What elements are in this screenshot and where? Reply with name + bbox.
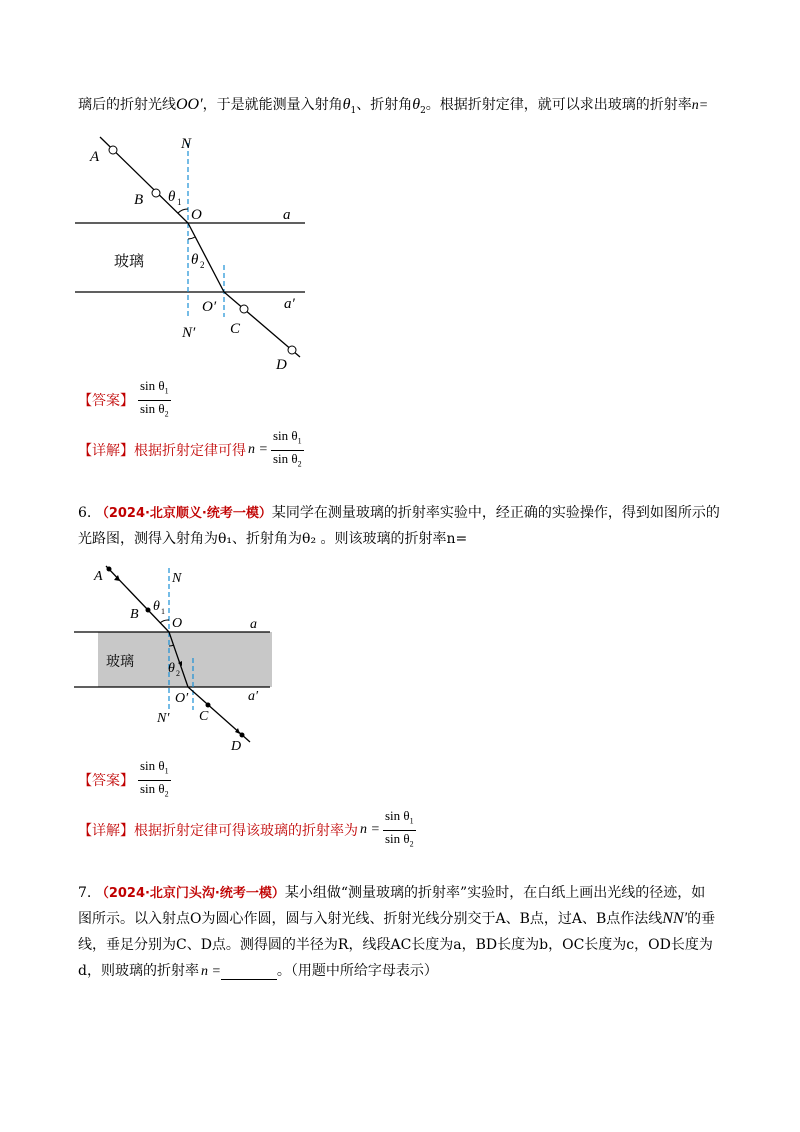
pin-a xyxy=(109,146,117,154)
label-n-prime: N′ xyxy=(157,711,170,726)
refraction-diagram-1 xyxy=(70,125,330,375)
label-c: C xyxy=(199,709,209,724)
oo-prime: OO′ xyxy=(176,96,203,113)
intro-text-a: 璃后的折射光线 xyxy=(78,97,176,113)
label-n: N xyxy=(172,571,182,586)
label-n-prime: N′ xyxy=(182,325,196,341)
detail-2 xyxy=(78,808,416,852)
answer-fraction xyxy=(138,378,171,422)
question-text: 的垂 xyxy=(687,911,716,927)
question-number: 6. xyxy=(78,505,92,521)
q7-n-eq: n = xyxy=(200,964,221,979)
label-theta2: θ xyxy=(191,252,199,268)
detail-n-eq: n = xyxy=(248,442,268,457)
label-theta2-sub: 2 xyxy=(176,669,180,678)
frac-den-sub: 2 xyxy=(164,789,169,799)
answer-tag: 【答案】 xyxy=(78,773,134,789)
label-theta1-sub: 1 xyxy=(177,197,182,207)
label-a: A xyxy=(94,569,103,584)
intro-text-b: ，于是就能测量入射角 xyxy=(202,97,343,113)
detail-tag: 【详解】 xyxy=(78,443,134,459)
label-o-prime: O′ xyxy=(202,299,217,315)
label-glass: 玻璃 xyxy=(106,655,134,670)
label-n: N xyxy=(181,136,192,152)
frac-den-sub: 2 xyxy=(164,409,169,419)
question-6-line-2 xyxy=(78,526,467,552)
theta1-symbol: θ xyxy=(342,96,351,113)
light-path xyxy=(100,137,300,357)
question-text: 某同学在测量玻璃的折射率实验中，经正确的实验操作，得到如图所示的 xyxy=(271,505,720,521)
frac-num-sub: 1 xyxy=(164,766,169,776)
label-o: O xyxy=(191,207,202,223)
intro-line xyxy=(78,92,708,124)
pin-b xyxy=(146,608,151,613)
question-7-line-2 xyxy=(78,906,715,932)
pin-d xyxy=(288,346,296,354)
detail-1 xyxy=(78,428,304,472)
detail-n-eq: n = xyxy=(360,822,380,837)
question-text: 光路图，测得入射角为θ₁、折射角为θ₂ 。则该玻璃的折射率n= xyxy=(78,531,468,547)
frac-num: sin θ xyxy=(140,757,165,773)
question-6-line-1 xyxy=(78,500,720,527)
label-theta1: θ xyxy=(168,189,176,205)
question-source: （2024·北京门头沟·统考一模） xyxy=(95,886,285,901)
question-7-line-4 xyxy=(78,958,438,985)
label-theta1-sub: 1 xyxy=(161,607,165,616)
question-7-line-3 xyxy=(78,932,713,958)
detail-fraction xyxy=(383,808,416,852)
label-b: B xyxy=(134,192,144,208)
frac-den: sin θ xyxy=(384,830,410,846)
nn-prime: NN′ xyxy=(662,910,688,927)
label-theta2: θ xyxy=(168,661,175,676)
pin-d xyxy=(240,733,245,738)
detail-tag: 【详解】 xyxy=(78,823,134,839)
label-glass: 玻璃 xyxy=(114,254,145,270)
detail-text: 根据折射定律可得该玻璃的折射率为 xyxy=(134,823,358,839)
question-text: 某小组做“测量玻璃的折射率”实验时，在白纸上画出光线的径迹，如 xyxy=(284,885,706,901)
frac-num: sin θ xyxy=(272,427,298,443)
label-a-boundary: a xyxy=(250,617,257,632)
label-b: B xyxy=(130,607,139,622)
frac-num-sub: 1 xyxy=(164,386,169,396)
question-text: 。（用题中所给字母表示） xyxy=(276,963,438,979)
label-theta1: θ xyxy=(153,599,160,614)
theta2-sub: 2 xyxy=(420,105,426,116)
frac-num-sub: 1 xyxy=(409,816,414,826)
pin-c xyxy=(206,703,211,708)
refraction-diagram-2 xyxy=(72,560,272,755)
question-text: 线，垂足分别为C、D点。测得圆的半径为R，线段AC长度为a，BD长度为b，OC长度为c，OD长度为 xyxy=(78,937,713,953)
frac-num-sub: 1 xyxy=(297,436,302,446)
label-a-prime: a′ xyxy=(284,296,295,312)
answer-fraction xyxy=(138,758,171,802)
angle-arc-2 xyxy=(188,237,195,239)
intro-n-eq: n= xyxy=(691,98,709,113)
answer-blank[interactable] xyxy=(221,963,277,980)
angle-arc-1 xyxy=(178,209,188,213)
question-7-line-1 xyxy=(78,880,705,907)
label-d: D xyxy=(276,357,287,373)
intro-text-d: 。根据折射定律，就可以求出玻璃的折射率 xyxy=(425,97,692,113)
detail-text: 根据折射定律可得 xyxy=(134,443,246,459)
frac-den-sub: 2 xyxy=(409,839,414,849)
frac-den: sin θ xyxy=(140,780,165,796)
frac-den-sub: 2 xyxy=(297,459,302,469)
answer-1 xyxy=(78,378,171,422)
answer-2 xyxy=(78,758,171,802)
frac-num: sin θ xyxy=(384,807,410,823)
question-source: （2024·北京顺义·统考一模） xyxy=(95,506,272,521)
question-number: 7. xyxy=(78,885,92,901)
pin-c xyxy=(240,305,248,313)
frac-den: sin θ xyxy=(140,400,165,416)
label-c: C xyxy=(230,321,241,337)
pin-a xyxy=(107,567,112,572)
theta2-symbol: θ xyxy=(412,96,421,113)
label-theta2-sub: 2 xyxy=(200,260,205,270)
answer-tag: 【答案】 xyxy=(78,393,134,409)
frac-den: sin θ xyxy=(272,450,298,466)
label-o-prime: O′ xyxy=(175,691,189,706)
angle-arc-1 xyxy=(160,620,169,623)
theta1-sub: 1 xyxy=(350,105,357,116)
label-o: O xyxy=(172,616,183,631)
intro-text-c: 、折射角 xyxy=(356,97,413,113)
label-a-prime: a′ xyxy=(248,689,259,704)
frac-num: sin θ xyxy=(140,377,165,393)
pin-b xyxy=(152,189,160,197)
label-d: D xyxy=(231,739,242,754)
label-a: A xyxy=(90,149,100,165)
question-text: 图所示。以入射点O为圆心作圆，圆与入射光线、折射光线分别交于A、B点，过A、B点作法线 xyxy=(78,911,663,927)
label-a-boundary: a xyxy=(283,207,291,223)
detail-fraction xyxy=(271,428,304,472)
question-text: d，则玻璃的折射率 xyxy=(78,963,199,979)
